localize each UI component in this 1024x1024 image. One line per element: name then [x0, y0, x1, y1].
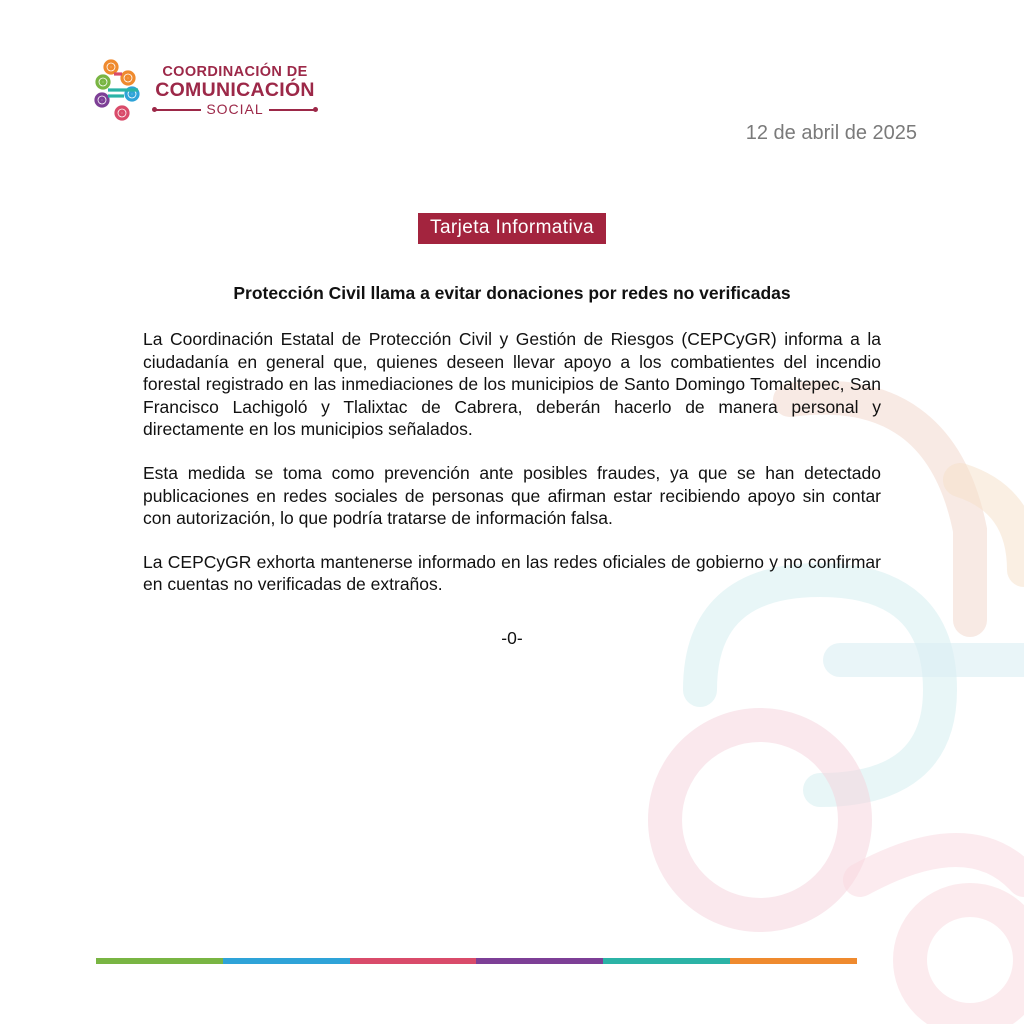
- logo-line-3-text: SOCIAL: [206, 101, 264, 117]
- logo-line-3: [150, 101, 320, 117]
- logo-emblem-icon: [94, 58, 144, 124]
- strip-segment: [223, 958, 350, 964]
- paragraph-1: La Coordinación Estatal de Protección Civil y Gestión de Riesgos (CEPCyGR) informa a la ciudadanía en general que, quienes deseen llevar apoyo a los combatientes del incendio forestal registrado en las inmediaciones de los municipios de Santo Domingo Tomaltepec, San Francisco Lachigoló y Tlalixtac de Cabrera, deberán hacerlo de manera personal y directamente en los municipios señalados.: [143, 329, 881, 440]
- strip-segment: [96, 958, 223, 964]
- coordinacion-logo: [94, 58, 314, 124]
- document-body: [143, 328, 881, 617]
- document-date: 12 de abril de 2025: [745, 122, 917, 144]
- color-strip: [96, 958, 857, 964]
- logo-line-2: COMUNICACIÓN: [155, 79, 315, 101]
- strip-segment: [730, 958, 857, 964]
- paragraph-2: Esta medida se toma como prevención ante posibles fraudes, ya que se han detectado publicaciones en redes sociales de personas que afirman estar recibiendo apoyo sin contar con autorización, lo que podría tratarse de información falsa.: [143, 462, 881, 529]
- strip-segment: [350, 958, 477, 964]
- closing-mark: -0-: [501, 628, 523, 648]
- paragraph-3: La CEPCyGR exhorta mantenerse informado en las redes oficiales de gobierno y no confirmar en cuentas no verificadas de extraños.: [143, 551, 881, 595]
- logo-rule-left: [155, 109, 201, 111]
- document-type-badge: Tarjeta Informativa: [418, 213, 606, 244]
- headline: Protección Civil llama a evitar donaciones por redes no verificadas: [233, 283, 791, 303]
- logo-line-1: COORDINACIÓN DE: [162, 64, 308, 80]
- strip-segment: [476, 958, 603, 964]
- badge-row: [0, 213, 1024, 244]
- strip-segment: [603, 958, 730, 964]
- logo-rule-right: [269, 109, 315, 111]
